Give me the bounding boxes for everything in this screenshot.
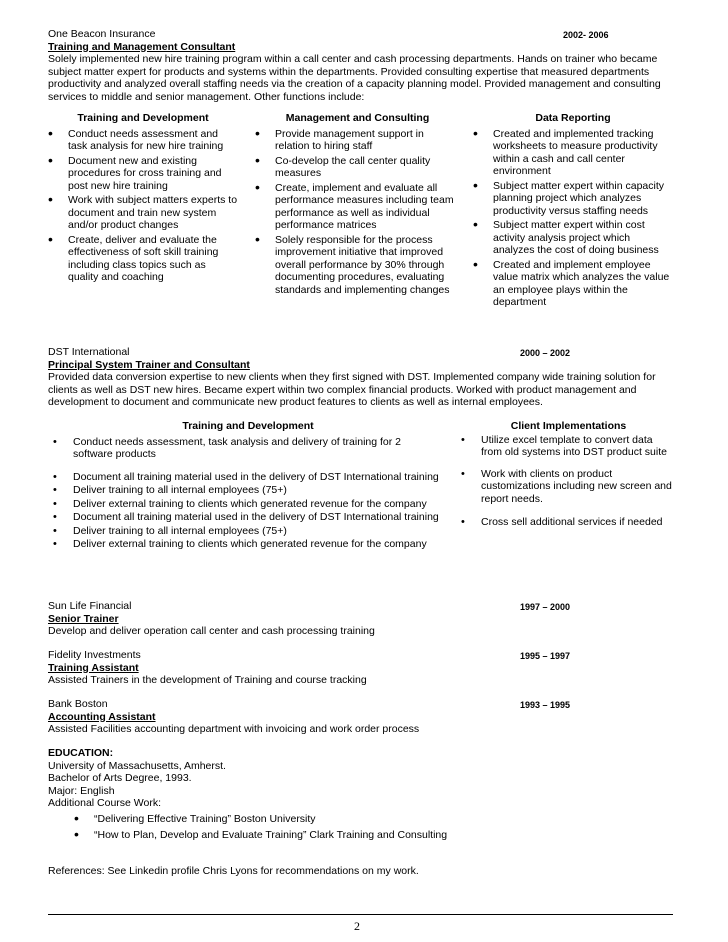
education-line: University of Massachusetts, Amherst. [48, 759, 226, 772]
list-item: • Document all training material used in the delivery of DST International training [53, 511, 443, 524]
education-line: Bachelor of Arts Degree, 1993. [48, 772, 192, 784]
list-item: • Subject matter expert within cost activity analysis project which analyzes the cost of doing business [473, 219, 673, 257]
job-bankboston [48, 698, 673, 736]
job-dates: 1997 – 2000 [520, 602, 571, 612]
list-item: • Deliver training to all internal employees (75+) [53, 484, 443, 497]
bullet-list [255, 128, 460, 297]
job-title: Accounting Assistant [48, 710, 156, 723]
list-item: • Co-develop the call center quality measures [255, 155, 460, 180]
job-summary: Develop and deliver operation call center and cash processing training [48, 625, 375, 637]
bullet-list [53, 436, 443, 551]
job-title: Senior Trainer [48, 612, 119, 625]
job-title: Training Assistant [48, 661, 139, 674]
column-heading: Training and Development [77, 112, 209, 124]
job-title: Training and Management Consultant [48, 40, 236, 53]
company-name: One Beacon Insurance [48, 28, 156, 40]
list-item: • “How to Plan, Develop and Evaluate Training” Clark Training and Consulting [74, 829, 673, 842]
bullet-list [461, 434, 676, 529]
education-heading: EDUCATION: [48, 747, 114, 759]
list-item: • Cross sell additional services if needed [461, 516, 676, 529]
list-item: • Document all training material used in the delivery of DST International training [53, 471, 443, 484]
list-item: • Create, implement and evaluate all performance measures including team performance as well as individual performance matrices [255, 182, 460, 232]
section-data-reporting [473, 112, 673, 311]
job-summary: Assisted Facilities accounting department with invoicing and work order process [48, 723, 420, 735]
company-name: Bank Boston [48, 698, 108, 710]
job-summary: Assisted Trainers in the development of Training and course tracking [48, 674, 367, 686]
list-item: • Solely responsible for the process improvement initiative that improved overall performance by 30% through documenting procedures, evaluating standards and implementing changes [255, 234, 460, 297]
job-summary: Solely implemented new hire training program within a call center and cash processing departments. Hands on trainer who became subject matter expert for products and systems within the departments. Provided consulting expertise that measured departments productivity and analyzed overall staffing needs via the creation of a capacity planning model. Provided management and consulting services to middle and senior management. Other functions include: [48, 53, 661, 103]
education-section [48, 747, 673, 844]
company-name: Fidelity Investments [48, 649, 141, 661]
job-title: Principal System Trainer and Consultant [48, 358, 250, 371]
section-training-development [48, 112, 238, 286]
list-item: • Work with subject matters experts to document and train new system and/or product changes [48, 194, 238, 232]
course-list [74, 813, 673, 842]
job-dates: 2000 – 2002 [520, 348, 571, 358]
bullet-list [48, 128, 238, 284]
list-item: • Created and implemented tracking worksheets to measure productivity within a cash and call center environment [473, 128, 673, 178]
page-number: 2 [354, 919, 360, 933]
job-summary: Provided data conversion expertise to new clients when they first signed with DST. Implemented company wide training solution for clients as well as DST new hires. Became expert within two complex financial products. Worked with product management and development to document and communicate new product features to clients as well as internal employees. [48, 371, 656, 408]
section-client-implementations [461, 420, 676, 531]
list-item: • Provide management support in relation to hiring staff [255, 128, 460, 153]
list-item: • Created and implement employee value matrix which analyzes the value an employee plays within the department [473, 259, 673, 309]
job-dates: 1993 – 1995 [520, 700, 571, 710]
list-item: • Create, deliver and evaluate the effectiveness of soft skill training including class topics such as quality and coaching [48, 234, 238, 284]
job-dst [48, 346, 673, 409]
list-item: • Document new and existing procedures for cross training and post new hire training [48, 155, 238, 193]
job-fidelity [48, 649, 673, 687]
column-heading: Management and Consulting [285, 112, 430, 124]
section-dst-training [53, 420, 443, 552]
list-item: • Conduct needs assessment, task analysis and delivery of training for 2 software products [53, 436, 443, 461]
list-item: • Deliver training to all internal employees (75+) [53, 525, 443, 538]
company-name: Sun Life Financial [48, 600, 132, 612]
list-item: • Deliver external training to clients which generated revenue for the company [53, 538, 443, 551]
column-heading: Client Implementations [510, 420, 627, 432]
job-dates: 2002- 2006 [563, 30, 609, 40]
references: References: See Linkedin profile Chris Lyons for recommendations on my work. [48, 865, 419, 877]
footer-divider [48, 914, 673, 915]
list-item: • Deliver external training to clients which generated revenue for the company [53, 498, 443, 511]
education-line: Major: English [48, 784, 115, 797]
list-item: • Subject matter expert within capacity planning project which analyzes productivity versus staffing needs [473, 180, 673, 218]
list-item: • Utilize excel template to convert data from old systems into DST product suite [461, 434, 676, 459]
education-line: Additional Course Work: [48, 797, 162, 809]
list-item: • Conduct needs assessment and task analysis for new hire training [48, 128, 238, 153]
list-item: • Work with clients on product customizations including new screen and report needs. [461, 468, 676, 506]
list-item: • “Delivering Effective Training” Boston University [74, 813, 673, 826]
column-heading: Training and Development [182, 420, 314, 432]
section-management-consulting [255, 112, 460, 298]
job-dates: 1995 – 1997 [520, 651, 571, 661]
company-name: DST International [48, 346, 130, 358]
bullet-list [473, 128, 673, 309]
job-sunlife [48, 600, 673, 638]
column-heading: Data Reporting [535, 112, 611, 124]
